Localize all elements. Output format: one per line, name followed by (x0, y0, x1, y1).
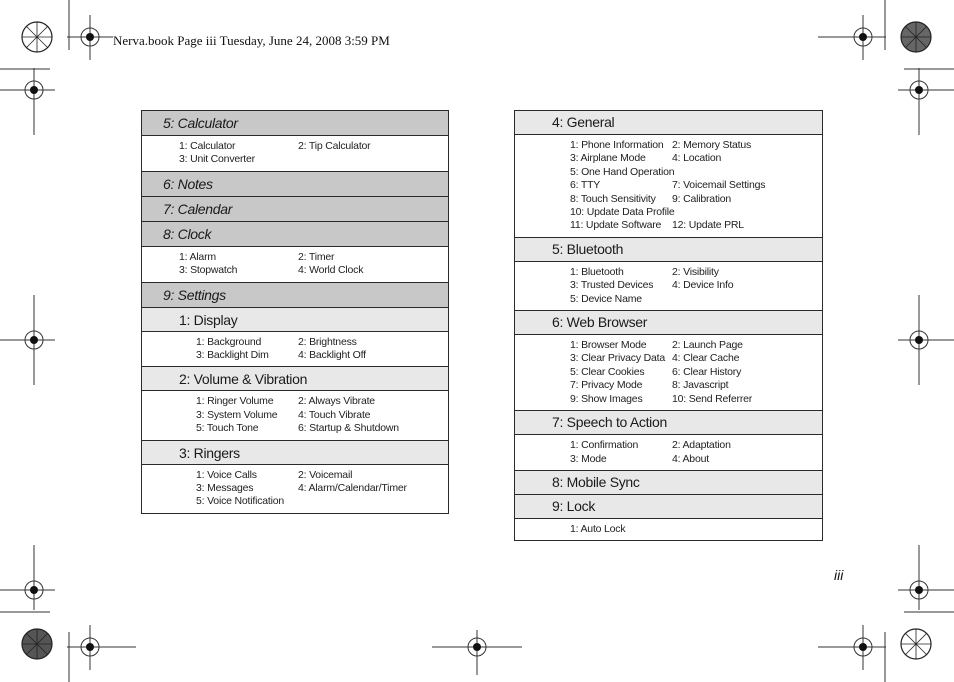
list-item: 3: Clear Privacy Data (570, 352, 666, 365)
subsection-volume-vibration: 2: Volume & Vibration (142, 367, 448, 391)
list-item: 2: Timer (298, 250, 335, 263)
list-item: 3: Mode (570, 452, 607, 465)
list-item: 5: One Hand Operation (570, 165, 675, 178)
section-calendar: 7: Calendar (142, 197, 448, 222)
list-item: 2: Voicemail (298, 468, 353, 481)
menu-table-right (514, 110, 823, 541)
list-item (672, 206, 822, 219)
list-item: 3: Backlight Dim (196, 349, 269, 362)
calculator-items (142, 136, 448, 172)
list-item: 2: Visibility (672, 265, 719, 278)
page-header: Nerva.book Page iii Tuesday, June 24, 2008 3:59 PM (113, 33, 390, 48)
list-item: 4: Clear Cache (672, 352, 740, 365)
list-item: 4: About (672, 452, 709, 465)
list-item: 1: Confirmation (570, 439, 639, 452)
clock-items (142, 247, 448, 283)
list-item: 7: Voicemail Settings (672, 179, 766, 192)
section-notes: 6: Notes (142, 172, 448, 197)
subsection-display: 1: Display (142, 308, 448, 332)
list-item: 3: Unit Converter (179, 153, 255, 166)
section-calculator: 5: Calculator (142, 111, 448, 136)
list-item: 8: Javascript (672, 379, 729, 392)
list-item: 3: Messages (196, 482, 254, 495)
list-item: 10: Update Data Profile (570, 206, 675, 219)
bluetooth-items (515, 262, 822, 311)
list-item: 1: Calculator (179, 140, 236, 152)
subsection-general: 4: General (515, 111, 822, 135)
list-item: 1: Auto Lock (570, 522, 626, 535)
list-item: 1: Bluetooth (570, 265, 624, 278)
list-item: 5: Clear Cookies (570, 365, 645, 378)
list-item: 11: Update Software (570, 219, 662, 232)
list-item: 10: Send Referrer (672, 392, 753, 405)
list-item: 2: Tip Calculator (298, 140, 371, 152)
list-item: 3: System Volume (196, 408, 278, 421)
subsection-web-browser: 6: Web Browser (515, 311, 822, 335)
list-item: 4: Alarm/Calendar/Timer (298, 482, 407, 495)
list-item (672, 166, 822, 179)
ringers-items (142, 465, 448, 513)
list-item: 2: Adaptation (672, 439, 731, 452)
list-item: 4: Touch Vibrate (298, 408, 371, 421)
browser-items (515, 335, 822, 411)
list-item: 8: Touch Sensitivity (570, 192, 656, 205)
list-item: 9: Show Images (570, 392, 643, 405)
list-item: 1: Background (196, 335, 262, 348)
speech-items (515, 435, 822, 471)
list-item: 9: Calibration (672, 192, 732, 205)
page-number: iii (834, 567, 844, 583)
lock-items (515, 519, 822, 540)
list-item: 1: Ringer Volume (196, 395, 274, 408)
list-item: 6: Clear History (672, 365, 742, 378)
list-item: 5: Device Name (570, 292, 642, 305)
list-item: 1: Alarm (179, 250, 216, 263)
list-item: 5: Voice Notification (196, 495, 285, 508)
list-item: 3: Airplane Mode (570, 152, 646, 165)
list-item: 12: Update PRL (672, 219, 744, 232)
list-item: 1: Phone Information (570, 139, 664, 151)
list-item: 3: Trusted Devices (570, 279, 654, 292)
list-item: 2: Brightness (298, 335, 357, 348)
list-item: 6: TTY (570, 179, 601, 192)
list-item: 3: Stopwatch (179, 264, 238, 277)
list-item: 1: Browser Mode (570, 339, 647, 352)
subsection-ringers: 3: Ringers (142, 441, 448, 465)
list-item: 4: Backlight Off (298, 349, 366, 362)
list-item: 6: Startup & Shutdown (298, 422, 399, 435)
list-item: 2: Memory Status (672, 139, 752, 151)
list-item: 4: Location (672, 152, 722, 165)
list-item: 1: Voice Calls (196, 468, 257, 481)
subsection-speech-to-action: 7: Speech to Action (515, 411, 822, 435)
section-settings: 9: Settings (142, 283, 448, 308)
menu-table-left (141, 110, 449, 514)
list-item: 2: Launch Page (672, 339, 743, 352)
general-items (515, 135, 822, 238)
volume-items (142, 391, 448, 440)
list-item: 5: Touch Tone (196, 422, 259, 435)
list-item: 7: Privacy Mode (570, 379, 643, 392)
subsection-mobile-sync: 8: Mobile Sync (515, 471, 822, 495)
list-item: 2: Always Vibrate (298, 395, 375, 408)
list-item: 4: World Clock (298, 264, 364, 277)
list-item: 4: Device Info (672, 279, 734, 292)
section-clock: 8: Clock (142, 222, 448, 247)
subsection-bluetooth: 5: Bluetooth (515, 238, 822, 262)
display-items (142, 332, 448, 368)
subsection-lock: 9: Lock (515, 495, 822, 519)
